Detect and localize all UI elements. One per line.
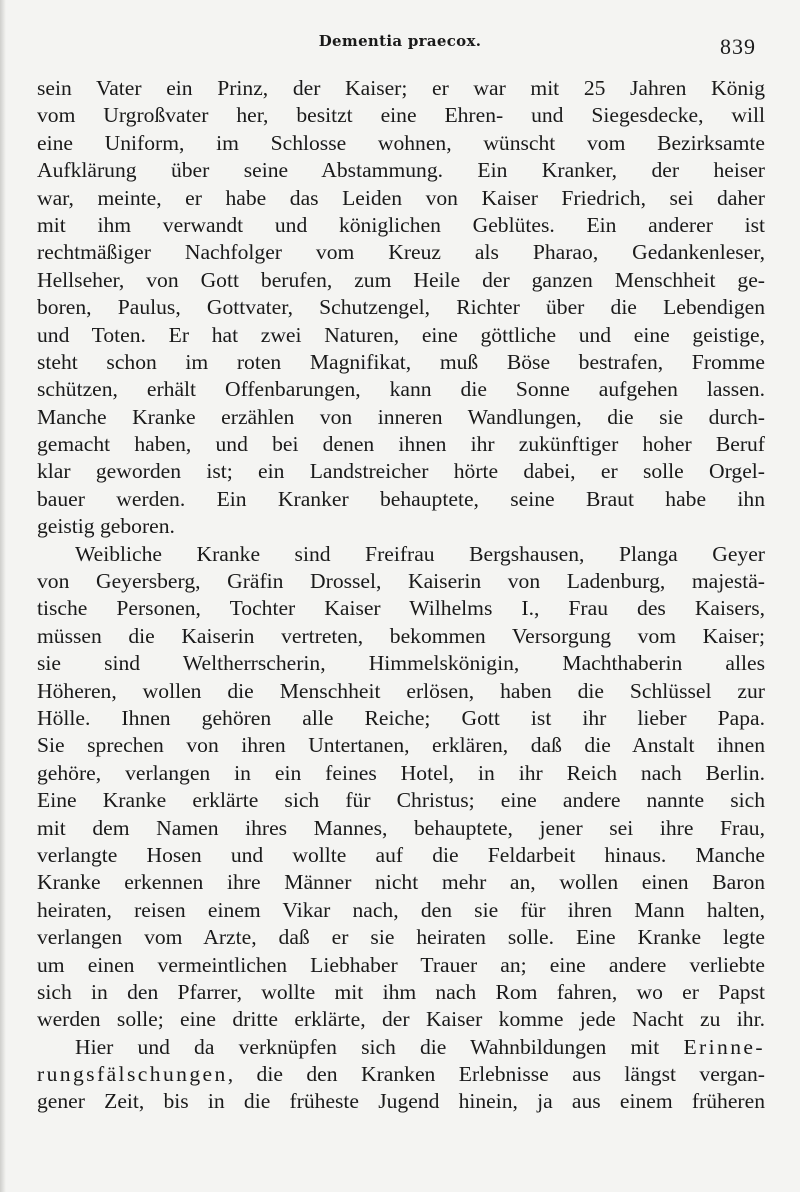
emphasized-text: Erinne- — [683, 1034, 765, 1059]
text-line: Kranke erkennen ihre Männer nicht mehr an, wollen einen Baron — [37, 870, 765, 895]
text-line: Sie sprechen von ihren Untertanen, erklären, daß die Anstalt ihnen — [37, 733, 765, 758]
text-line: gener Zeit, bis in die früheste Jugend hinein, ja aus einem früheren — [37, 1089, 765, 1114]
text-line: mit ihm verwandt und königlichen Geblütes. Ein anderer ist — [37, 212, 765, 237]
text-line: rechtmäßiger Nachfolger vom Kreuz als Pharao, Gedankenleser, — [37, 240, 765, 265]
paragraph-2 — [37, 541, 765, 1034]
text-line: Hölle. Ihnen gehören alle Reiche; Gott ist ihr lieber Papa. — [37, 705, 765, 730]
text-line: von Geyersberg, Gräfin Drossel, Kaiserin von Ladenburg, majestä- — [37, 569, 765, 594]
text-line: Hellseher, von Gott berufen, zum Heile der ganzen Menschheit ge- — [37, 267, 765, 292]
text-line: gehöre, verlangen in ein feines Hotel, in ihr Reich nach Berlin. — [37, 760, 765, 785]
text-line: geistig geboren. — [37, 514, 175, 539]
text-line: und Toten. Er hat zwei Naturen, eine göttliche und eine geistige, — [37, 322, 765, 347]
scan-edge-shadow — [0, 0, 6, 1192]
page-number: 839 — [720, 34, 756, 59]
text-line: sein Vater ein Prinz, der Kaiser; er war mit 25 Jahren König — [37, 76, 765, 100]
text-line: Manche Kranke erzählen von inneren Wandlungen, die sie durch- — [37, 404, 765, 429]
text-line: sich in den Pfarrer, wollte mit ihm nach Rom fahren, wo er Papst — [37, 979, 765, 1004]
text-line: mit dem Namen ihres Mannes, behauptete, jener sei ihre Frau, — [37, 815, 765, 840]
text-line: Aufklärung über seine Abstammung. Ein Kranker, der heiser — [37, 158, 765, 183]
text-run: Hier und da verknüpfen sich die Wahnbildungen mit — [75, 1034, 684, 1059]
text-line: werden solle; eine dritte erklärte, der Kaiser komme jede Nacht zu ihr. — [37, 1007, 765, 1032]
text-line: verlangte Hosen und wollte auf die Feldarbeit hinaus. Manche — [37, 842, 765, 867]
text-line: verlangen vom Arzte, daß er sie heiraten solle. Eine Kranke legte — [37, 925, 765, 950]
text-line: eine Uniform, im Schlosse wohnen, wünscht vom Bezirksamte — [37, 130, 765, 155]
text-line: klar geworden ist; ein Landstreicher hörte dabei, er solle Orgel- — [37, 459, 765, 484]
text-line: gemacht haben, und bei denen ihnen ihr zukünftiger hoher Beruf — [37, 432, 765, 457]
text-line: müssen die Kaiserin vertreten, bekommen Versorgung vom Kaiser; — [37, 623, 765, 648]
text-line: schützen, erhält Offenbarungen, kann die Sonne aufgehen lassen. — [37, 377, 765, 402]
text-line: vom Urgroßvater her, besitzt eine Ehren- und Siegesdecke, will — [37, 103, 765, 128]
body-text — [37, 75, 765, 1116]
text-line: tische Personen, Tochter Kaiser Wilhelms I., Frau des Kaisers, — [37, 596, 765, 621]
text-line: steht schon im roten Magnifikat, muß Böse bestrafen, Fromme — [37, 349, 765, 374]
text-line: um einen vermeintlichen Liebhaber Trauer an; eine andere verliebte — [37, 952, 765, 977]
text-line: bauer werden. Ein Kranker behauptete, seine Braut habe ihn — [37, 486, 765, 511]
paragraph-3 — [37, 1034, 765, 1116]
text-line: war, meinte, er habe das Leiden von Kaiser Friedrich, sei daher — [37, 185, 765, 210]
text-line: sie sind Weltherrscherin, Himmelskönigin, Machthaberin alles — [37, 651, 765, 676]
text-line — [37, 1034, 765, 1061]
running-head-title: Dementia praecox. — [318, 32, 482, 50]
text-run: , die den Kranken Erlebnisse aus längst vergan- — [227, 1062, 765, 1087]
text-line: Weibliche Kranke sind Freifrau Bergshausen, Planga Geyer — [75, 541, 765, 566]
text-line: Höheren, wollen die Menschheit erlösen, haben die Schlüssel zur — [37, 678, 765, 703]
emphasized-text: rungsfälschungen — [37, 1062, 228, 1087]
text-line: heiraten, reisen einem Vikar nach, den sie für ihren Mann halten, — [37, 897, 765, 922]
text-line — [37, 1061, 765, 1088]
text-line: Eine Kranke erklärte sich für Christus; eine andere nannte sich — [37, 788, 765, 813]
paragraph-1 — [37, 75, 765, 541]
text-line: boren, Paulus, Gottvater, Schutzengel, Richter über die Lebendigen — [37, 295, 765, 320]
